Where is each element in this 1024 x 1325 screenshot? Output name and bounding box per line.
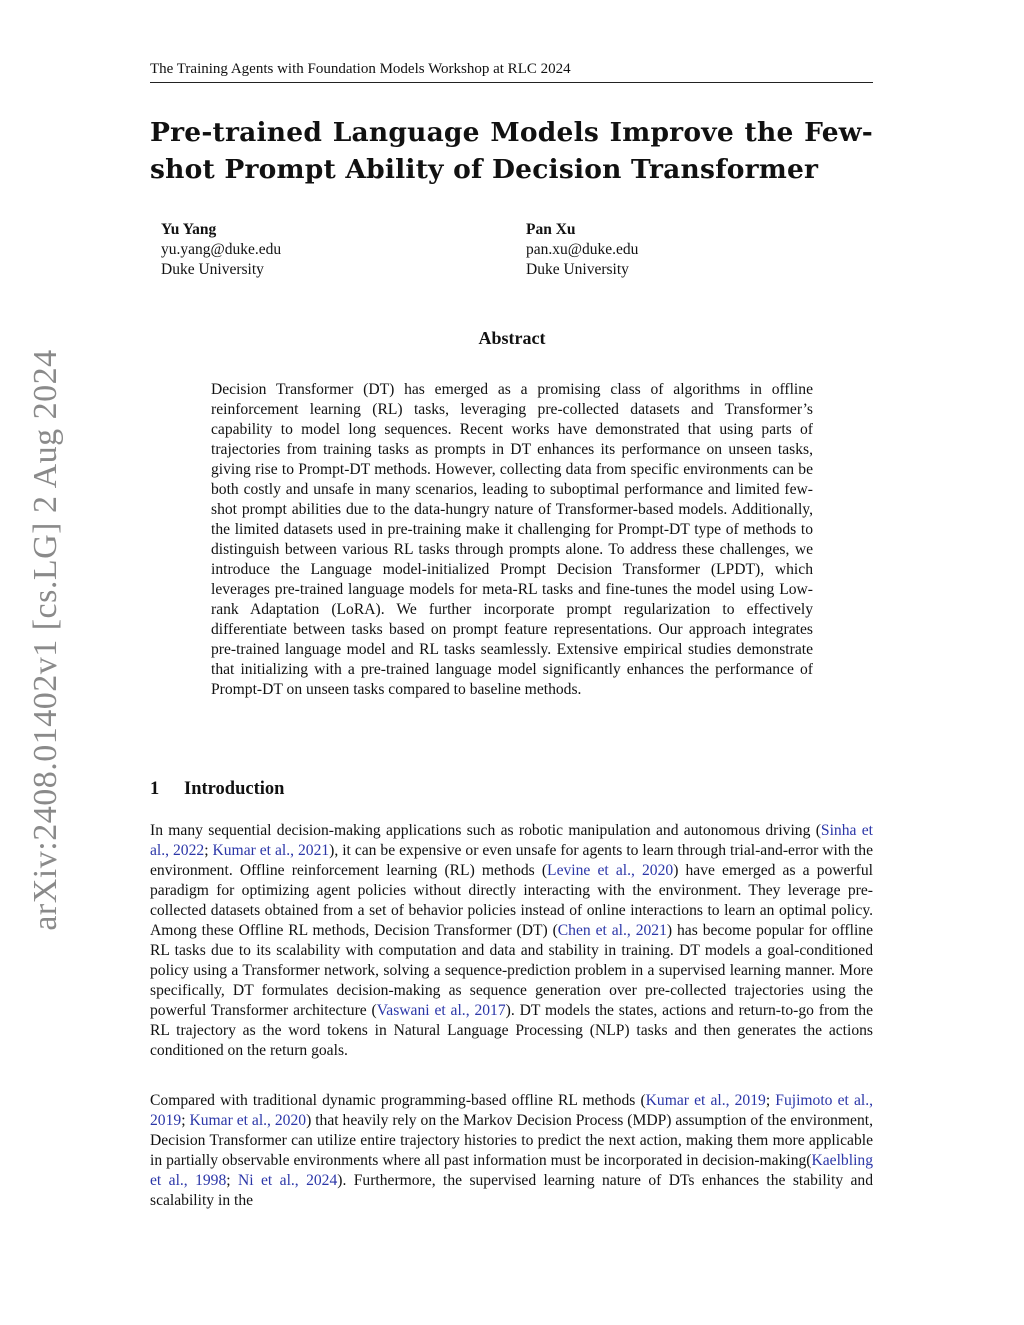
- author-email[interactable]: pan.xu@duke.edu: [526, 241, 639, 258]
- section-number: 1: [150, 779, 160, 799]
- citation-link[interactable]: Ni et al., 2024: [238, 1172, 338, 1189]
- intro-paragraph-1: [150, 821, 873, 1061]
- author-2: [526, 220, 638, 280]
- paper-title: Pre-trained Language Models Improve the Few-shot Prompt Ability of Decision Transformer: [150, 117, 873, 185]
- citation-link[interactable]: Levine et al., 2020: [547, 862, 674, 879]
- text-run: ) have emerged as a powerful paradigm for optimizing agent policies without directly interacting with the environment. They leverage pre-collected datasets obtained from a set of behavior policies instead of online interactions to learn an optimal policy. Among these Offline RL methods, Decision Transformer (DT) (: [150, 862, 873, 939]
- author-affiliation: Duke University: [161, 261, 264, 278]
- arxiv-identifier-stamp: arXiv:2408.01402v1 [cs.LG] 2 Aug 2024: [27, 349, 64, 931]
- author-affiliation: Duke University: [526, 261, 629, 278]
- author-name: Pan Xu: [526, 221, 576, 238]
- author-1: [161, 220, 281, 280]
- text-run: ;: [226, 1172, 239, 1189]
- citation-link[interactable]: Sinha et al., 2022: [150, 822, 873, 859]
- text-run: ), it can be expensive or even unsafe for agents to learn through trial-and-error with the environment. Offline reinforcement learning (RL) methods (: [150, 842, 873, 879]
- text-run: ;: [765, 1092, 776, 1109]
- intro-paragraph-2: [150, 1091, 873, 1211]
- section-heading: [150, 777, 873, 801]
- text-run: In many sequential decision-making applications such as robotic manipulation and autonomous driving (: [150, 822, 821, 839]
- author-email[interactable]: yu.yang@duke.edu: [161, 241, 282, 258]
- citation-link[interactable]: Kumar et al., 2019: [645, 1092, 766, 1109]
- author-name: Yu Yang: [161, 221, 217, 238]
- text-run: ;: [204, 842, 213, 859]
- citation-link[interactable]: Kumar et al., 2021: [212, 842, 330, 859]
- text-run: ). DT models the states, actions and return-to-go from the RL trajectory as the word tokens in Natural Language Processing (NLP) tasks and then generates the actions conditioned on the return goals.: [150, 1002, 873, 1059]
- citation-link[interactable]: Chen et al., 2021: [557, 922, 667, 939]
- running-header: The Training Agents with Foundation Models Workshop at RLC 2024: [150, 58, 873, 83]
- citation-link[interactable]: Kaelbling et al., 1998: [150, 1152, 873, 1189]
- section-title: Introduction: [184, 779, 285, 799]
- citation-link[interactable]: Vaswani et al., 2017: [376, 1002, 506, 1019]
- text-run: ) has become popular for offline RL tasks due to its scalability with computation and data and stability in training. DT models a goal-conditioned policy using a Transformer network, solving a sequence-prediction problem in a supervised learning manner. More specifically, DT formulates decision-making as sequence generation over pre-collected trajectories using the powerful Transformer architecture (: [150, 922, 873, 1019]
- abstract-text: Decision Transformer (DT) has emerged as a promising class of algorithms in offline reinforcement learning (RL) tasks, leveraging pre-collected datasets and Transformer’s capability to model long sequences. Recent works have demonstrated that using parts of trajectories from training tasks as prompts in DT enhances its performance on unseen tasks, giving rise to Prompt-DT methods. However, collecting data from specific environments can be both costly and unsafe in many scenarios, leading to suboptimal performance and limited few-shot prompt abilities due to the data-hungry nature of Transformer-based models. Additionally, the limited datasets used in pre-training make it challenging for Prompt-DT type of methods to distinguish between various RL tasks through prompts alone. To address these challenges, we introduce the Language model-initialized Prompt Decision Transformer (LPDT), which leverages pre-trained language models for meta-RL tasks and fine-tunes the model using Low-rank Adaptation (LoRA). We further incorporate prompt regularization to effectively differentiate between tasks based on prompt feature representations. Our approach integrates pre-trained language model and RL tasks seamlessly. Extensive empirical studies demonstrate that initializing with a pre-trained language model significantly enhances the performance of Prompt-DT on unseen tasks compared to baseline methods.: [211, 381, 813, 698]
- text-run: ) that heavily rely on the Markov Decision Process (MDP) assumption of the environment, Decision Transformer can utilize entire trajectory histories to predict the next action, making them more applicable in partially observable environments where all past information must be incorporated in decision-making(: [150, 1112, 874, 1169]
- text-run: ). Furthermore, the supervised learning nature of DTs enhances the stability and scalability in the: [150, 1172, 874, 1209]
- text-run: Compared with traditional dynamic programming-based offline RL methods (: [150, 1092, 646, 1109]
- abstract-heading: Abstract: [478, 328, 546, 348]
- text-run: ;: [181, 1112, 190, 1129]
- citation-link[interactable]: Kumar et al., 2020: [189, 1112, 307, 1129]
- citation-link[interactable]: Fujimoto et al., 2019: [150, 1092, 873, 1129]
